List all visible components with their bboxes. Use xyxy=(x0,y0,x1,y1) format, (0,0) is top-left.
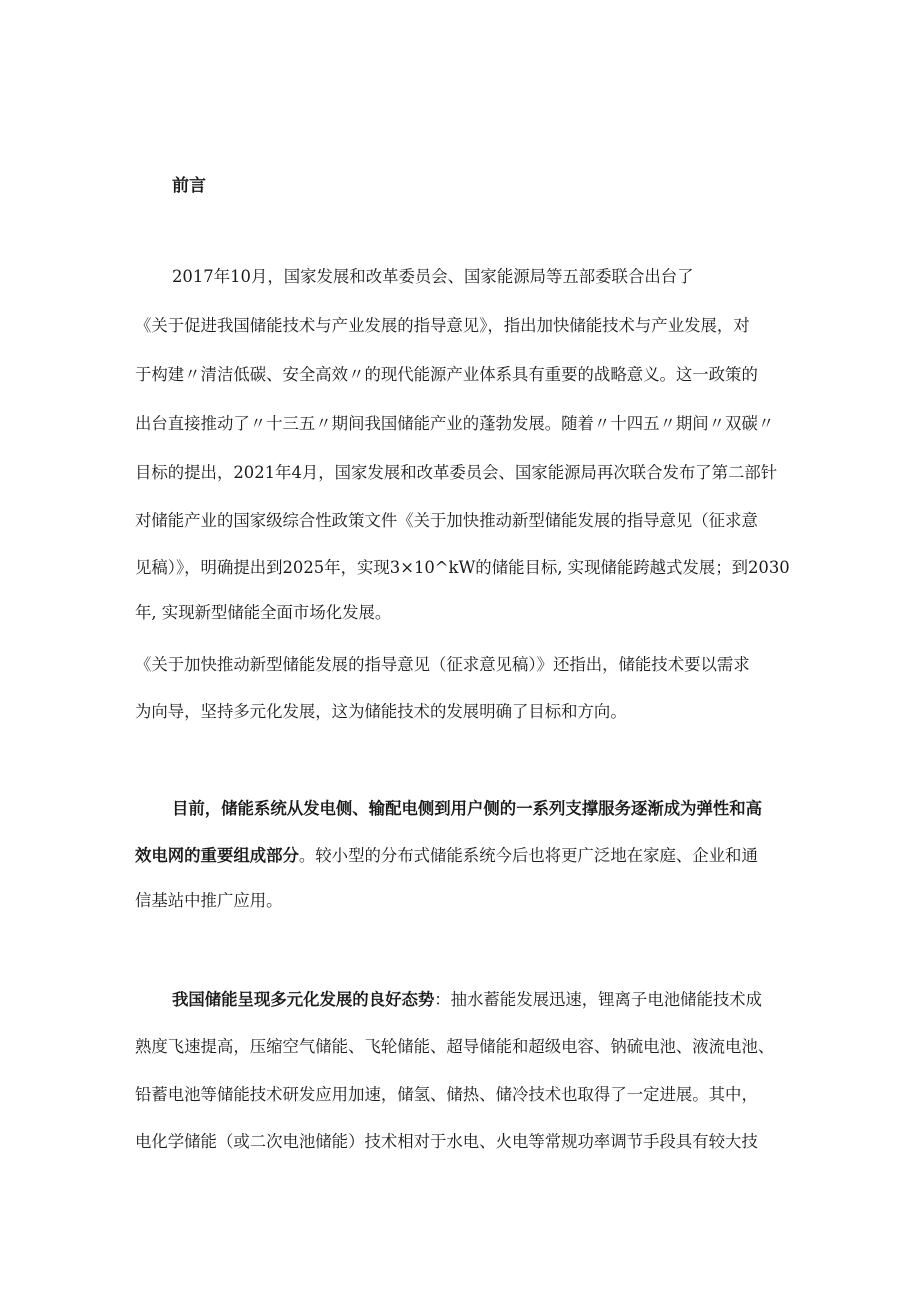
paragraph-3-line-2: 熟度飞速提高，压缩空气储能、飞轮储能、超导储能和超级电容、钠硫电池、液流电池、 xyxy=(135,1037,775,1056)
paragraph-1-line-1: 2017年10月，国家发展和改革委员会、国家能源局等五部委联合出台了 xyxy=(172,267,694,286)
paragraph-1-line-3: 于构建〃清洁低碳、安全高效〃的现代能源产业体系具有重要的战略意义。这一政策的 xyxy=(135,365,758,384)
paragraph-3-text: ：抽水蓄能发展迅速，锂离子电池储能技术成 xyxy=(434,990,763,1009)
paragraph-2-line-2 xyxy=(135,841,758,871)
paragraph-1-line-4: 出台直接推动了〃十三五〃期间我国储能产业的蓬勃发展。随着〃十四五〃期间〃双碳〃 xyxy=(135,414,775,433)
paragraph-3-bold-text: 我国储能呈现多元化发展的良好态势 xyxy=(172,990,435,1009)
paragraph-2-bold-text: 效电网的重要组成部分 xyxy=(135,846,299,865)
paragraph-1-line-6: 对储能产业的国家级综合性政策文件《关于加快推动新型储能发展的指导意见（征求意 xyxy=(135,511,758,530)
paragraph-3-line-4: 电化学储能（或二次电池储能）技术相对于水电、火电等常规功率调节手段具有较大技 xyxy=(135,1132,758,1151)
paragraph-1-line-2: 《关于促进我国储能技术与产业发展的指导意见》，指出加快储能技术与产业发展，对 xyxy=(135,316,750,335)
paragraph-3-line-3: 铅蓄电池等储能技术研发应用加速，储氢、储热、储冷技术也取得了一定进展。其中， xyxy=(135,1085,758,1104)
paragraph-1-line-9: 《关于加快推动新型储能发展的指导意见（征求意见稿）》还指出，储能技术要以需求 xyxy=(135,655,750,674)
paragraph-1-line-5: 目标的提出，2021年4月，国家发展和改革委员会、国家能源局再次联合发布了第二部针 xyxy=(135,463,778,482)
paragraph-3-line-1 xyxy=(172,985,762,1015)
section-heading: 前言 xyxy=(172,176,206,196)
paragraph-1-line-10: 为向导，坚持多元化发展，这为储能技术的发展明确了目标和方向。 xyxy=(135,702,627,721)
paragraph-1-line-7: 见稿）》，明确提出到2025年，实现3×10^kW的储能目标, 实现储能跨越式发展；到2030 xyxy=(135,558,790,577)
paragraph-2-line-3: 信基站中推广应用。 xyxy=(135,891,283,910)
paragraph-1-line-8: 年, 实现新型储能全面市场化发展。 xyxy=(135,603,392,622)
paragraph-2-line-1: 目前，储能系统从发电侧、输配电侧到用户侧的一系列支撑服务逐渐成为弹性和高 xyxy=(172,799,763,818)
paragraph-2-text: 。较小型的分布式储能系统今后也将更广泛地在家庭、企业和通 xyxy=(298,846,758,865)
